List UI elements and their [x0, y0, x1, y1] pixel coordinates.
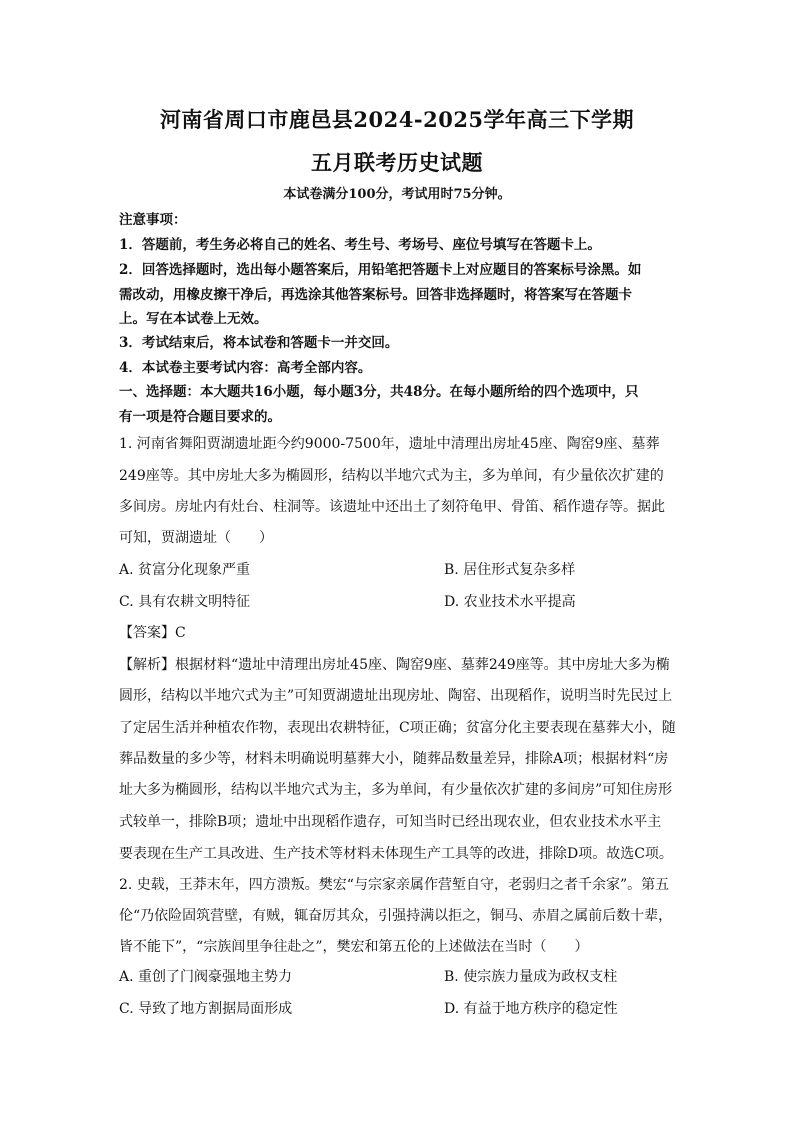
notes-item-2-line2: 需改动，用橡皮擦干净后，再选涂其他答案标号。回答非选择题时，将答案写在答题卡: [119, 287, 632, 303]
q2-option-d: D. 有益于地方秩序的稳定性: [444, 1001, 618, 1017]
q1-explanation-line1: 【解析】根据材料“遗址中清理出房址45座、陶窑9座、墓葬249座等。其中房址大多为椭: [119, 657, 670, 673]
notes-heading: 注意事项：: [119, 212, 187, 228]
notes-item-1: 1．答题前，考生务必将自己的姓名、考生号、考场号、座位号填写在答题卡上。: [119, 237, 601, 253]
q1-explanation-line3: 了定居生活并种植农作物，表现出农耕特征，C项正确；贫富分化主要表现在墓葬大小，随: [119, 720, 676, 736]
q1-stem-line2: 249座等。其中房址大多为椭圆形，结构以半地穴式为主，多为单间，有少量依次扩建的: [119, 468, 664, 484]
q1-option-a: A. 贫富分化现象严重: [119, 562, 251, 578]
notes-item-4: 4．本试卷主要考试内容：高考全部内容。: [119, 360, 372, 376]
q1-explanation-line7: 要表现在生产工具改进、生产技术等材料未体现生产工具等的改进，排除D项。故选C项。: [119, 846, 673, 862]
exam-title-line2: 五月联考历史试题: [311, 150, 483, 175]
notes-item-2-line1: 2．回答选择题时，选出每小题答案后，用铅笔把答题卡上对应题目的答案标号涂黑。如: [119, 262, 642, 278]
notes-item-2-line3: 上。写在本试卷上无效。: [119, 311, 268, 327]
q2-stem-line2: 伦“乃依险固筑营壁，有贼，辄奋厉其众，引强持满以拒之，铜马、赤眉之属前后数十辈，: [119, 908, 673, 924]
q1-option-b: B. 居住形式复杂多样: [444, 562, 576, 578]
q1-stem-line3: 多间房。房址内有灶台、柱洞等。该遗址中还出土了刻符龟甲、骨笛、稻作遗存等。据此: [119, 499, 665, 515]
section-heading-line2: 有一项是符合题目要求的。: [119, 409, 281, 425]
q1-explanation-line4: 葬品数量的多少等，材料未明确说明墓葬大小，随葬品数量差异，排除A项；根据材料“房: [119, 751, 669, 767]
q1-answer: 【答案】C: [119, 625, 186, 641]
exam-subtitle: 本试卷满分100分，考试用时75分钟。: [283, 187, 511, 202]
q2-stem-line3: 皆不能下”，“宗族闾里争往赴之”，樊宏和第五伦的上述做法在当时（ ）: [119, 939, 589, 955]
q2-stem-line1: 2. 史载，王莽末年，四方溃叛。樊宏“与宗家亲属作营堑自守，老弱归之者千余家”。第五: [119, 877, 670, 893]
exam-title-line1: 河南省周口市鹿邑县2024-2025学年高三下学期: [159, 107, 635, 132]
q1-stem-line4: 可知，贾湖遗址（ ）: [119, 530, 273, 546]
q2-option-b: B. 使宗族力量成为政权支柱: [444, 969, 618, 985]
q1-stem-line1: 1. 河南省舞阳贾湖遗址距今约9000-7500年，遗址中清理出房址45座、陶窑9座、墓葬: [119, 436, 660, 452]
q2-option-c: C. 导致了地方割据局面形成: [119, 1001, 293, 1017]
section-heading-line1: 一、选择题：本大题共16小题，每小题3分，共48分。在每小题所给的四个选项中，只: [119, 384, 639, 400]
notes-item-3: 3．考试结束后，将本试卷和答题卡一并交回。: [119, 335, 399, 351]
q1-option-c: C. 具有农耕文明特征: [119, 594, 251, 610]
q1-explanation-line2: 圆形，结构以半地穴式为主”可知贾湖遗址出现房址、陶窑、出现稻作，说明当时先民过上: [119, 688, 673, 704]
q1-explanation-line5: 址大多为椭圆形，结构以半地穴式为主，多为单间，有少量依次扩建的多间房”可知住房形: [119, 782, 673, 798]
q2-option-a: A. 重创了门阀豪强地主势力: [119, 969, 293, 985]
q1-explanation-line6: 式较单一，排除B项；遗址中出现稻作遗存，可知当时已经出现农业，但农业技术水平主: [119, 814, 662, 830]
q1-option-d: D. 农业技术水平提高: [444, 594, 576, 610]
